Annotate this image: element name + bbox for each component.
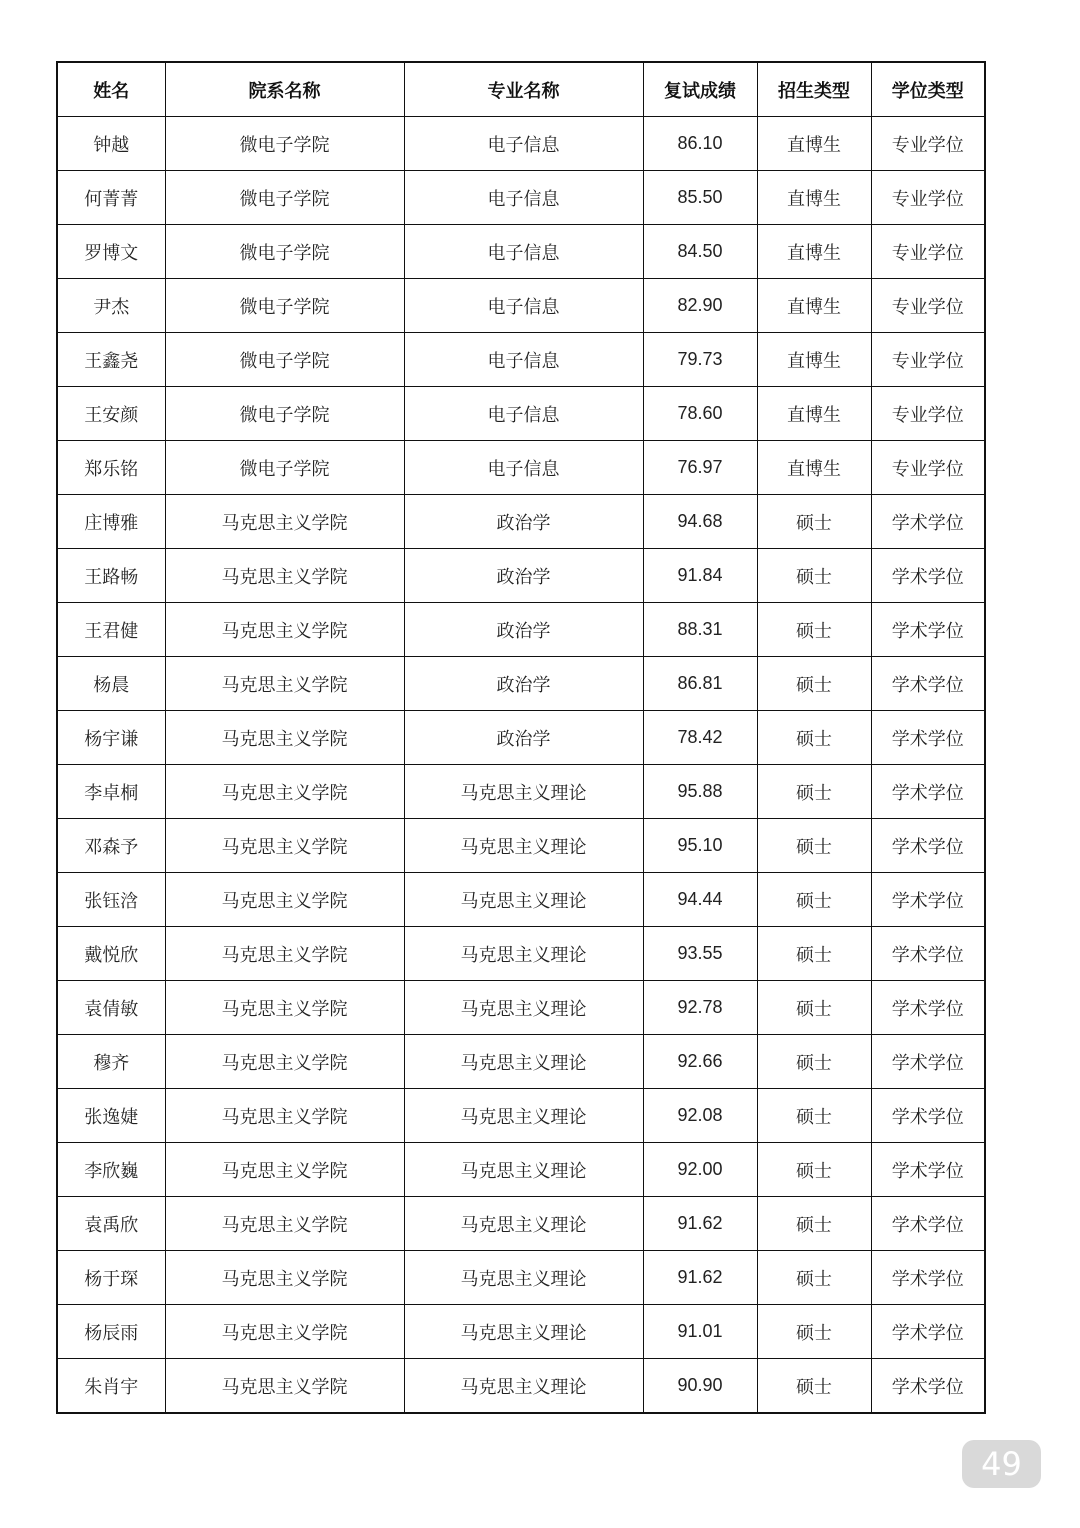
- cell-name: 郑乐铭: [57, 441, 165, 495]
- cell-major: 马克思主义理论: [404, 819, 643, 873]
- cell-degree-type: 专业学位: [871, 387, 985, 441]
- table-row: [57, 1359, 985, 1414]
- cell-department: 马克思主义学院: [165, 657, 404, 711]
- cell-name: 尹杰: [57, 279, 165, 333]
- cell-degree-type: 学术学位: [871, 873, 985, 927]
- cell-name: 王路畅: [57, 549, 165, 603]
- cell-department: 微电子学院: [165, 333, 404, 387]
- cell-major: 电子信息: [404, 171, 643, 225]
- cell-degree-type: 学术学位: [871, 603, 985, 657]
- cell-major: 马克思主义理论: [404, 927, 643, 981]
- table-row: [57, 387, 985, 441]
- table-row: [57, 873, 985, 927]
- cell-major: 马克思主义理论: [404, 873, 643, 927]
- table-row: [57, 495, 985, 549]
- cell-department: 马克思主义学院: [165, 765, 404, 819]
- cell-department: 马克思主义学院: [165, 873, 404, 927]
- cell-degree-type: 学术学位: [871, 1359, 985, 1414]
- score-table: [56, 61, 986, 1414]
- cell-degree-type: 学术学位: [871, 1143, 985, 1197]
- table-row: [57, 657, 985, 711]
- cell-degree-type: 学术学位: [871, 549, 985, 603]
- cell-admission-type: 硕士: [757, 1359, 871, 1414]
- cell-score: 84.50: [643, 225, 757, 279]
- cell-name: 张逸婕: [57, 1089, 165, 1143]
- cell-degree-type: 学术学位: [871, 495, 985, 549]
- cell-admission-type: 硕士: [757, 981, 871, 1035]
- cell-name: 何菁菁: [57, 171, 165, 225]
- cell-degree-type: 专业学位: [871, 225, 985, 279]
- cell-score: 91.62: [643, 1197, 757, 1251]
- cell-department: 马克思主义学院: [165, 981, 404, 1035]
- cell-department: 马克思主义学院: [165, 495, 404, 549]
- cell-admission-type: 硕士: [757, 711, 871, 765]
- cell-major: 政治学: [404, 549, 643, 603]
- cell-name: 王鑫尧: [57, 333, 165, 387]
- cell-admission-type: 硕士: [757, 1035, 871, 1089]
- table-row: [57, 333, 985, 387]
- cell-score: 95.10: [643, 819, 757, 873]
- cell-score: 92.66: [643, 1035, 757, 1089]
- cell-score: 91.62: [643, 1251, 757, 1305]
- cell-department: 马克思主义学院: [165, 1035, 404, 1089]
- table-row: [57, 549, 985, 603]
- cell-department: 马克思主义学院: [165, 1305, 404, 1359]
- cell-degree-type: 学术学位: [871, 1035, 985, 1089]
- header-major: 专业名称: [404, 62, 643, 117]
- cell-admission-type: 硕士: [757, 873, 871, 927]
- cell-degree-type: 专业学位: [871, 279, 985, 333]
- table-row: [57, 171, 985, 225]
- cell-department: 马克思主义学院: [165, 819, 404, 873]
- cell-department: 马克思主义学院: [165, 1251, 404, 1305]
- cell-degree-type: 学术学位: [871, 819, 985, 873]
- cell-admission-type: 硕士: [757, 819, 871, 873]
- table-row: [57, 711, 985, 765]
- cell-department: 马克思主义学院: [165, 1197, 404, 1251]
- cell-name: 邓森予: [57, 819, 165, 873]
- cell-degree-type: 学术学位: [871, 1089, 985, 1143]
- page-number-badge: 49: [962, 1440, 1041, 1488]
- cell-major: 马克思主义理论: [404, 1305, 643, 1359]
- cell-degree-type: 学术学位: [871, 1305, 985, 1359]
- cell-score: 90.90: [643, 1359, 757, 1414]
- cell-score: 86.10: [643, 117, 757, 171]
- cell-major: 电子信息: [404, 333, 643, 387]
- cell-degree-type: 专业学位: [871, 117, 985, 171]
- cell-major: 马克思主义理论: [404, 1035, 643, 1089]
- cell-name: 杨宇谦: [57, 711, 165, 765]
- table-row: [57, 1251, 985, 1305]
- cell-major: 政治学: [404, 657, 643, 711]
- cell-name: 杨于琛: [57, 1251, 165, 1305]
- header-degree-type: 学位类型: [871, 62, 985, 117]
- cell-degree-type: 专业学位: [871, 171, 985, 225]
- cell-department: 马克思主义学院: [165, 1143, 404, 1197]
- cell-score: 82.90: [643, 279, 757, 333]
- cell-department: 微电子学院: [165, 225, 404, 279]
- cell-degree-type: 学术学位: [871, 927, 985, 981]
- cell-score: 94.68: [643, 495, 757, 549]
- cell-admission-type: 直博生: [757, 171, 871, 225]
- cell-department: 微电子学院: [165, 171, 404, 225]
- cell-score: 76.97: [643, 441, 757, 495]
- cell-major: 马克思主义理论: [404, 765, 643, 819]
- header-admission-type: 招生类型: [757, 62, 871, 117]
- cell-admission-type: 硕士: [757, 1143, 871, 1197]
- cell-major: 马克思主义理论: [404, 1251, 643, 1305]
- cell-degree-type: 专业学位: [871, 441, 985, 495]
- table-row: [57, 225, 985, 279]
- cell-score: 92.78: [643, 981, 757, 1035]
- cell-admission-type: 硕士: [757, 1089, 871, 1143]
- cell-name: 袁倩敏: [57, 981, 165, 1035]
- cell-score: 79.73: [643, 333, 757, 387]
- cell-name: 王君健: [57, 603, 165, 657]
- cell-score: 93.55: [643, 927, 757, 981]
- cell-admission-type: 硕士: [757, 1305, 871, 1359]
- cell-major: 电子信息: [404, 225, 643, 279]
- cell-major: 电子信息: [404, 387, 643, 441]
- cell-name: 张钰浛: [57, 873, 165, 927]
- cell-score: 94.44: [643, 873, 757, 927]
- cell-department: 马克思主义学院: [165, 927, 404, 981]
- cell-admission-type: 硕士: [757, 657, 871, 711]
- cell-department: 马克思主义学院: [165, 1359, 404, 1414]
- cell-department: 微电子学院: [165, 441, 404, 495]
- cell-admission-type: 直博生: [757, 387, 871, 441]
- cell-department: 马克思主义学院: [165, 711, 404, 765]
- header-score: 复试成绩: [643, 62, 757, 117]
- cell-major: 电子信息: [404, 279, 643, 333]
- cell-admission-type: 直博生: [757, 225, 871, 279]
- cell-admission-type: 硕士: [757, 495, 871, 549]
- cell-name: 杨辰雨: [57, 1305, 165, 1359]
- cell-major: 马克思主义理论: [404, 1359, 643, 1414]
- cell-degree-type: 专业学位: [871, 333, 985, 387]
- table-row: [57, 1089, 985, 1143]
- cell-name: 朱肖宇: [57, 1359, 165, 1414]
- cell-department: 微电子学院: [165, 387, 404, 441]
- cell-major: 马克思主义理论: [404, 981, 643, 1035]
- table-row: [57, 1305, 985, 1359]
- cell-major: 马克思主义理论: [404, 1197, 643, 1251]
- cell-score: 78.42: [643, 711, 757, 765]
- table-row: [57, 117, 985, 171]
- cell-major: 电子信息: [404, 441, 643, 495]
- cell-score: 92.00: [643, 1143, 757, 1197]
- cell-score: 91.84: [643, 549, 757, 603]
- table-row: [57, 279, 985, 333]
- cell-admission-type: 硕士: [757, 1251, 871, 1305]
- cell-name: 穆齐: [57, 1035, 165, 1089]
- cell-degree-type: 学术学位: [871, 1251, 985, 1305]
- cell-degree-type: 学术学位: [871, 711, 985, 765]
- cell-score: 91.01: [643, 1305, 757, 1359]
- cell-degree-type: 学术学位: [871, 1197, 985, 1251]
- cell-name: 庄博雅: [57, 495, 165, 549]
- cell-department: 微电子学院: [165, 279, 404, 333]
- cell-admission-type: 直博生: [757, 117, 871, 171]
- cell-score: 92.08: [643, 1089, 757, 1143]
- table-row: [57, 603, 985, 657]
- cell-score: 86.81: [643, 657, 757, 711]
- cell-name: 王安颜: [57, 387, 165, 441]
- cell-major: 政治学: [404, 711, 643, 765]
- cell-name: 戴悦欣: [57, 927, 165, 981]
- cell-admission-type: 硕士: [757, 1197, 871, 1251]
- cell-degree-type: 学术学位: [871, 765, 985, 819]
- cell-admission-type: 硕士: [757, 549, 871, 603]
- table-row: [57, 1035, 985, 1089]
- cell-department: 马克思主义学院: [165, 603, 404, 657]
- cell-admission-type: 硕士: [757, 927, 871, 981]
- cell-admission-type: 直博生: [757, 441, 871, 495]
- cell-degree-type: 学术学位: [871, 657, 985, 711]
- table-body: [57, 117, 985, 1414]
- cell-score: 88.31: [643, 603, 757, 657]
- cell-major: 电子信息: [404, 117, 643, 171]
- cell-name: 李卓桐: [57, 765, 165, 819]
- cell-department: 微电子学院: [165, 117, 404, 171]
- cell-name: 李欣巍: [57, 1143, 165, 1197]
- table-row: [57, 981, 985, 1035]
- cell-major: 马克思主义理论: [404, 1143, 643, 1197]
- table-row: [57, 819, 985, 873]
- header-department: 院系名称: [165, 62, 404, 117]
- cell-admission-type: 硕士: [757, 603, 871, 657]
- cell-score: 78.60: [643, 387, 757, 441]
- cell-major: 政治学: [404, 603, 643, 657]
- cell-admission-type: 硕士: [757, 765, 871, 819]
- cell-major: 马克思主义理论: [404, 1089, 643, 1143]
- cell-department: 马克思主义学院: [165, 1089, 404, 1143]
- cell-name: 钟越: [57, 117, 165, 171]
- cell-department: 马克思主义学院: [165, 549, 404, 603]
- table-row: [57, 765, 985, 819]
- table-row: [57, 927, 985, 981]
- cell-admission-type: 直博生: [757, 279, 871, 333]
- header-name: 姓名: [57, 62, 165, 117]
- cell-score: 85.50: [643, 171, 757, 225]
- table-header-row: [57, 62, 985, 117]
- cell-name: 袁禹欣: [57, 1197, 165, 1251]
- table-row: [57, 441, 985, 495]
- table-row: [57, 1197, 985, 1251]
- table-row: [57, 1143, 985, 1197]
- cell-name: 杨晨: [57, 657, 165, 711]
- cell-admission-type: 直博生: [757, 333, 871, 387]
- cell-major: 政治学: [404, 495, 643, 549]
- cell-score: 95.88: [643, 765, 757, 819]
- cell-degree-type: 学术学位: [871, 981, 985, 1035]
- cell-name: 罗博文: [57, 225, 165, 279]
